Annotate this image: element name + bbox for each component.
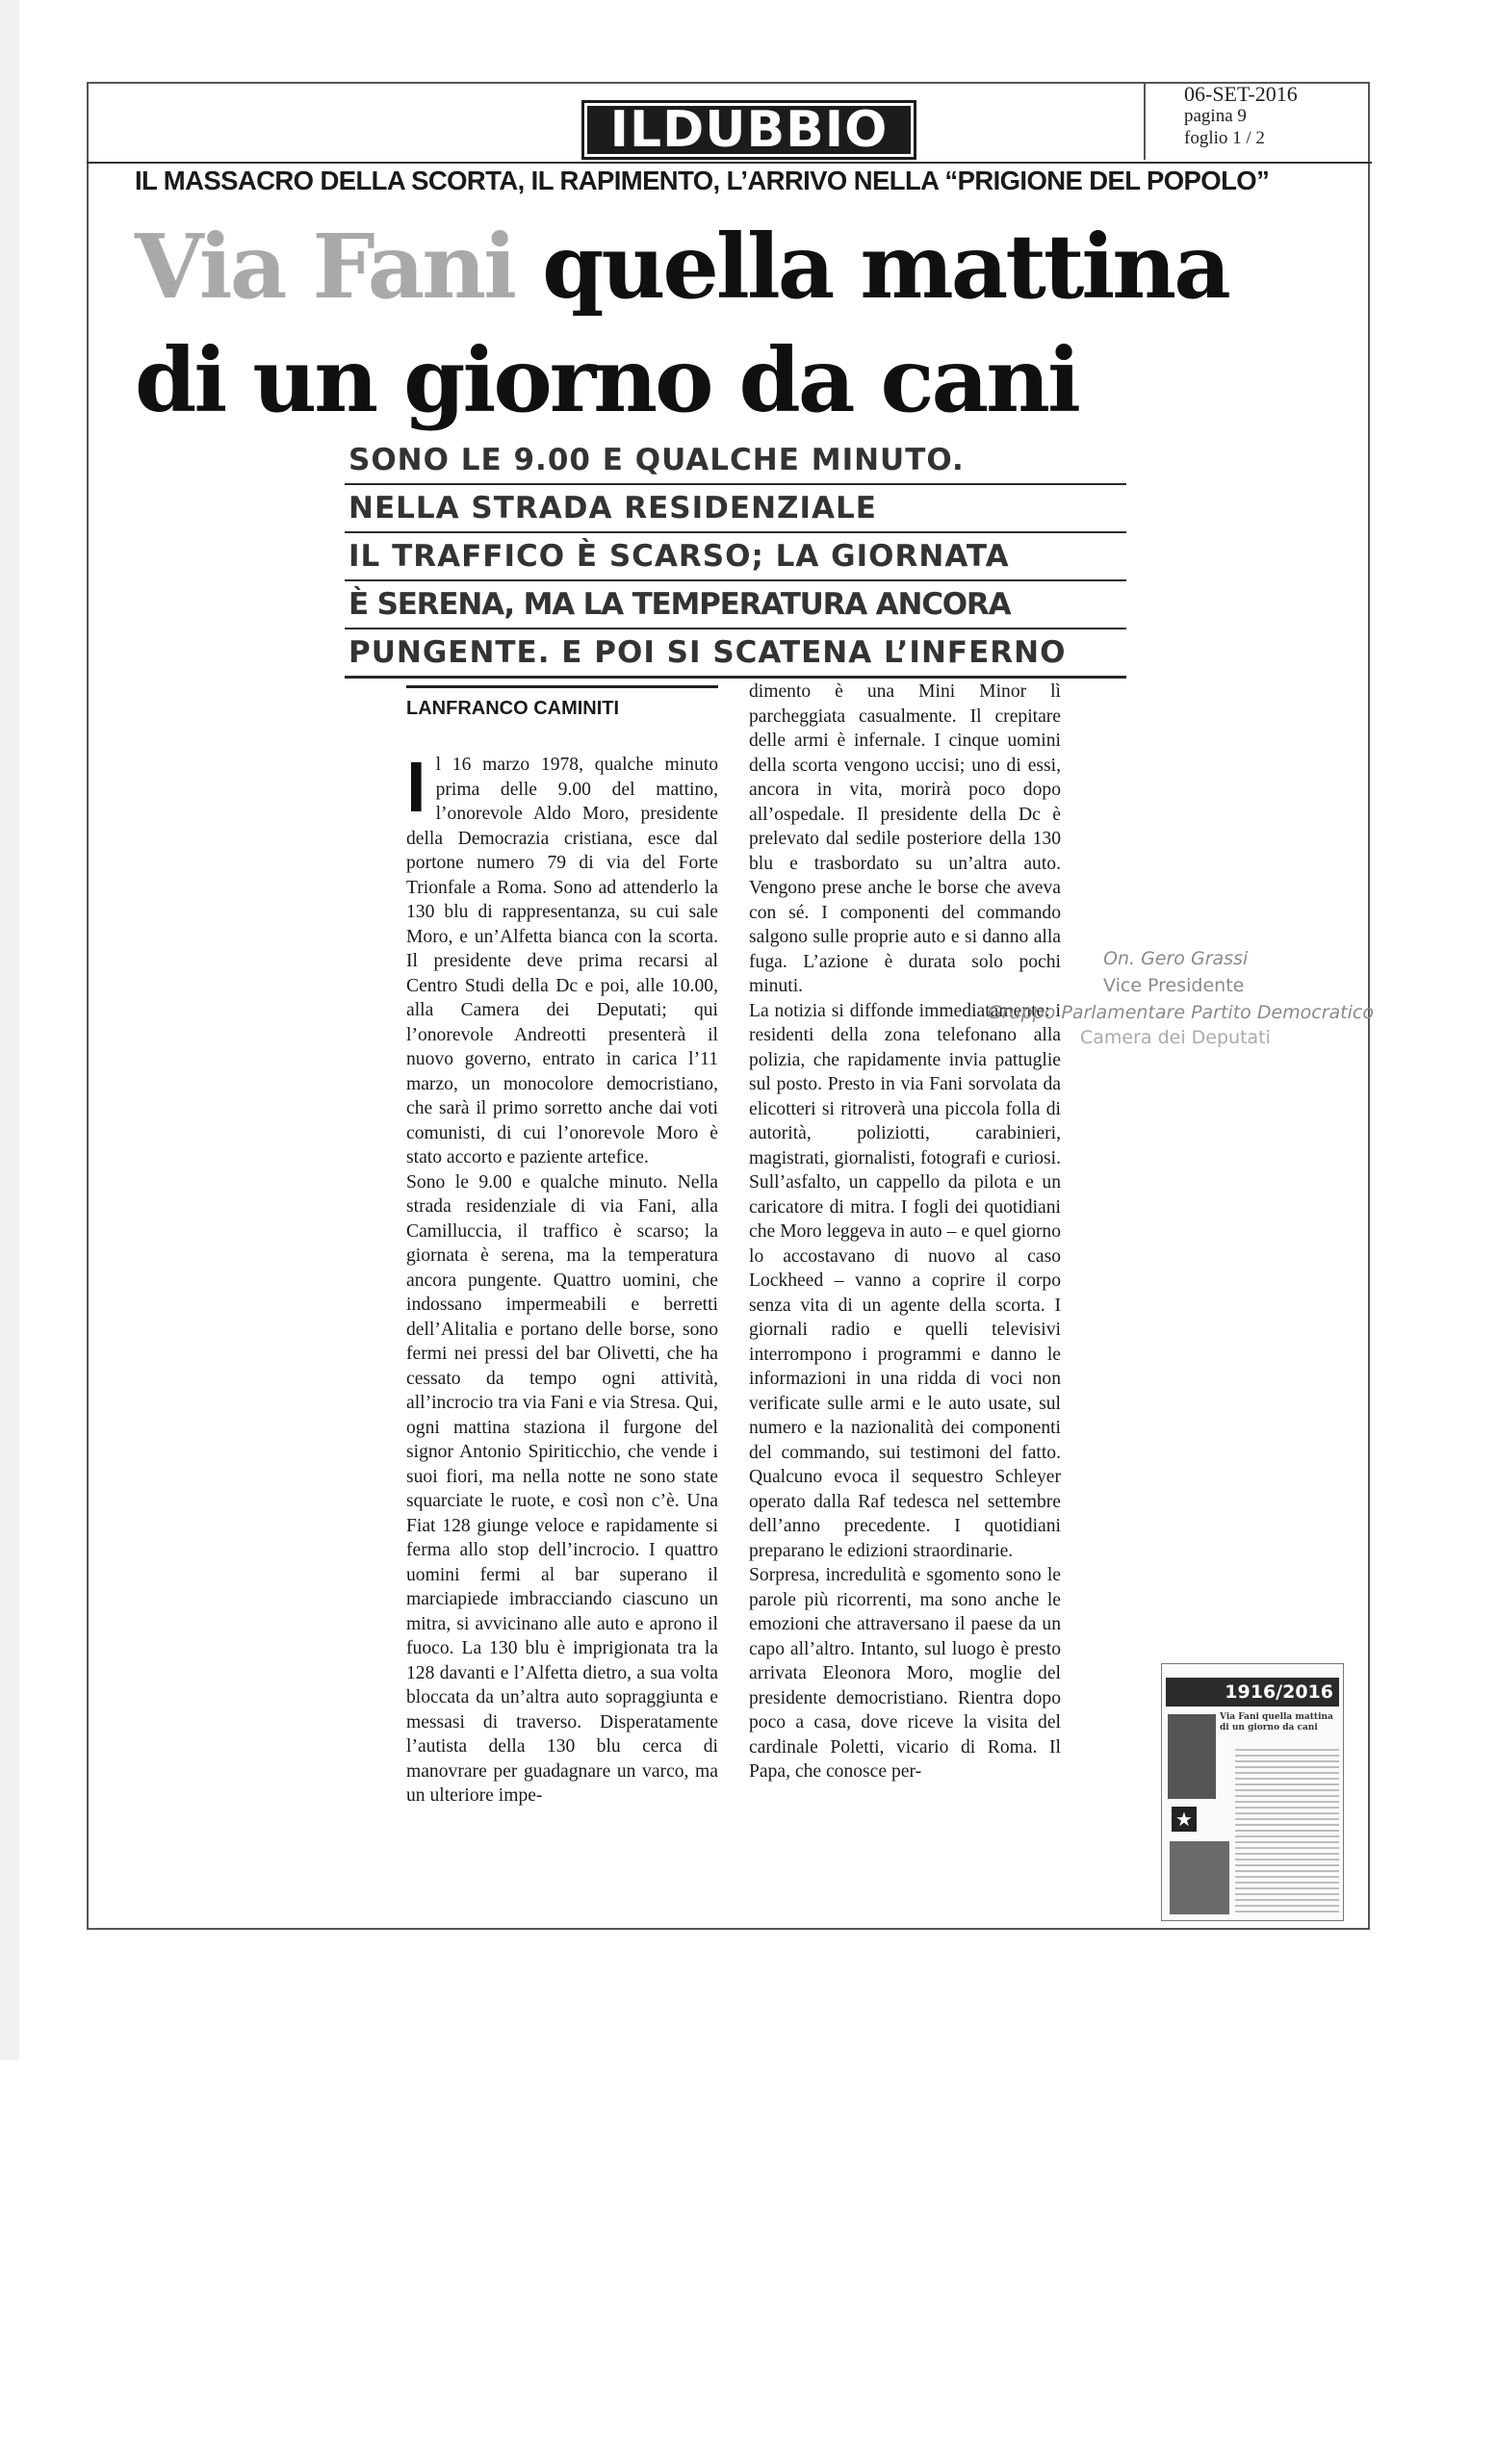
- headline-line2: di un giorno da cani: [135, 328, 1078, 432]
- thumbnail-portrait: [1170, 1841, 1229, 1914]
- thumbnail-banner: 1916/2016: [1166, 1678, 1339, 1707]
- header-rule: [87, 162, 1372, 164]
- clipping-date: 06-SET-2016: [1184, 82, 1298, 106]
- deck-line: IL TRAFFICO È SCARSO; LA GIORNATA: [345, 533, 1126, 581]
- thumbnail-text-lines: [1235, 1749, 1339, 1914]
- deck-line: NELLA STRADA RESIDENZIALE: [345, 485, 1126, 533]
- drop-cap: I: [406, 753, 426, 827]
- signature-role: Vice Presidente: [1103, 975, 1245, 996]
- article-byline: LANFRANCO CAMINITI: [406, 685, 718, 720]
- newspaper-masthead: ILDUBBIO: [581, 100, 916, 160]
- article-paragraph: La notizia si diffonde immediatamente: i residenti della zona telefonano alla polizia, che rapidamente invia pattuglie sul posto. Presto in via Fani sorvolata da elicotteri si ritroverà una piccola folla di autorità, poliziotti, carabinieri, magistrati, giornalisti, fotografi e curiosi. Sull’asfalto, un cappello da pilota e un caricatore di mitra. I fogli dei quotidiani che Moro leggeva in auto – e quel giorno lo accostavano di nuovo al caso Lockheed – vanno a coprire il corpo senza vita di un agente della scorta. I giornali radio e quelli televisivi interrompono i programmi e danno le informazioni in una ridda di voci non verificate sulle armi e le auto usate, sul numero e la nazionalità dei componenti del commando, sui testimoni del fatto. Qualcuno evoca il sequestro Schleyer operato dalla Raf tedesca nel settembre dell’anno precedente. I quotidiani preparano le edizioni straordinarie.: [749, 1000, 1061, 1561]
- page-thumbnail: [1161, 1663, 1344, 1921]
- headline-line1: quella mattina: [514, 215, 1228, 319]
- article-kicker: IL MASSACRO DELLA SCORTA, IL RAPIMENTO, L’ARRIVO NELLA “PRIGIONE DEL POPOLO”: [135, 166, 1270, 195]
- article-paragraph: dimento è una Mini Minor lì parcheggiata casualmente. Il crepitare delle armi è infernale. I cinque uomini della scorta vengono uccisi; uno di essi, ancora in vita, morirà poco dopo all’ospedale. Il presidente della Dc è prelevato dal sedile posteriore della 130 blu e trasbordato su un’altra auto. Vengono prese anche le borse che aveva con sé. I componenti del commando salgono sulle proprie auto e si danno alla fuga. L’azione è durata solo pochi minuti.: [749, 681, 1061, 996]
- clipping-stamp: [1144, 83, 1371, 160]
- thumbnail-title: Via Fani quella mattina di un giorno da cani: [1220, 1712, 1333, 1732]
- headline-grey-part: Via Fani: [135, 215, 515, 319]
- scan-edge: [0, 0, 19, 2060]
- thumbnail-photo: [1168, 1714, 1216, 1799]
- deck-line: SONO LE 9.00 E QUALCHE MINUTO.: [345, 437, 1126, 485]
- article-paragraph: Sono le 9.00 e qualche minuto. Nella strada residenziale di via Fani, alla Camilluccia, il traffico è scarso; la giornata è serena, ma la temperatura ancora pungente. Quattro uomini, che indossano impermeabili e berretti dell’Alitalia e portano delle borse, sono fermi nei pressi del bar Olivetti, che ha cessato da tempo ogni attività, all’incrocio tra via Fani e via Stresa. Qui, ogni mattina staziona il furgone del signor Antonio Spiriticchio, che vende i suoi fiori, ma nella notte ne sono state squarciate le ruote, e così non c’è. Una Fiat 128 giunge veloce e rapidamente si ferma allo stop dell’incrocio. I quattro uomini fermi al bar superano il marciapiede imbracciando ciascuno un mitra, si avvicinano alle auto e aprono il fuoco. La 130 blu è imprigionata tra la 128 davanti e l’Alfetta dietro, a sua volta bloccata da un’altra auto sopraggiunta e messasi di traverso. Disperatamente l’autista della 130 blu cerca di manovrare per guadagnare un varco, ma un ulteriore impe-: [406, 1171, 718, 1806]
- article-column-1: [406, 753, 718, 1888]
- article-deck: [345, 437, 1126, 679]
- signature-stamp: [988, 945, 1392, 1051]
- signature-name: On. Gero Grassi: [1103, 948, 1249, 969]
- article-column-2: [749, 680, 1061, 1892]
- paragraph-text: l 16 marzo 1978, qualche minuto prima delle 9.00 del mattino, l’onorevole Aldo Moro, presidente della Democrazia cristiana, esce dal portone numero 79 di via del Forte Trionfale a Roma. Sono ad attenderlo la 130 blu di rappresentanza, su cui sale Moro, e un’Alfetta bianca con la scorta. Il presidente deve prima recarsi al Centro Studi della Dc e poi, alle 10.00, alla Camera dei Deputati; qui l’onorevole Andreotti presenterà il nuovo governo, entrato in carica l’11 marzo, un monocolore democristiano, che sarà il primo sorretto anche dai voti comunisti, di cui l’onorevole Moro è stato accorto e paziente artefice.: [406, 755, 718, 1168]
- article-paragraph: [406, 753, 718, 1170]
- article-headline: [135, 210, 1386, 437]
- deck-line: È SERENA, MA LA TEMPERATURA ANCORA: [345, 581, 1126, 629]
- deck-line: PUNGENTE. E POI SI SCATENA L’INFERNO: [345, 629, 1126, 679]
- signature-house: Camera dei Deputati: [1080, 1027, 1271, 1048]
- star-icon: ★: [1172, 1807, 1197, 1832]
- clipping-sheet: foglio 1 / 2: [1184, 128, 1265, 148]
- signature-group: Gruppo Parlamentare Partito Democratico: [988, 1002, 1374, 1023]
- article-paragraph: Sorpresa, incredulità e sgomento sono le parole più ricorrenti, ma sono anche le emozioni che attraversano il paese da un capo all’altro. Intanto, sul luogo è presto arrivata Eleonora Moro, moglie del presidente democristiano. Rientra dopo poco a casa, dove riceve la visita del cardinale Poletti, vicario di Roma. Il Papa, che conosce per-: [749, 1565, 1061, 1782]
- clipping-page: pagina 9: [1184, 106, 1247, 126]
